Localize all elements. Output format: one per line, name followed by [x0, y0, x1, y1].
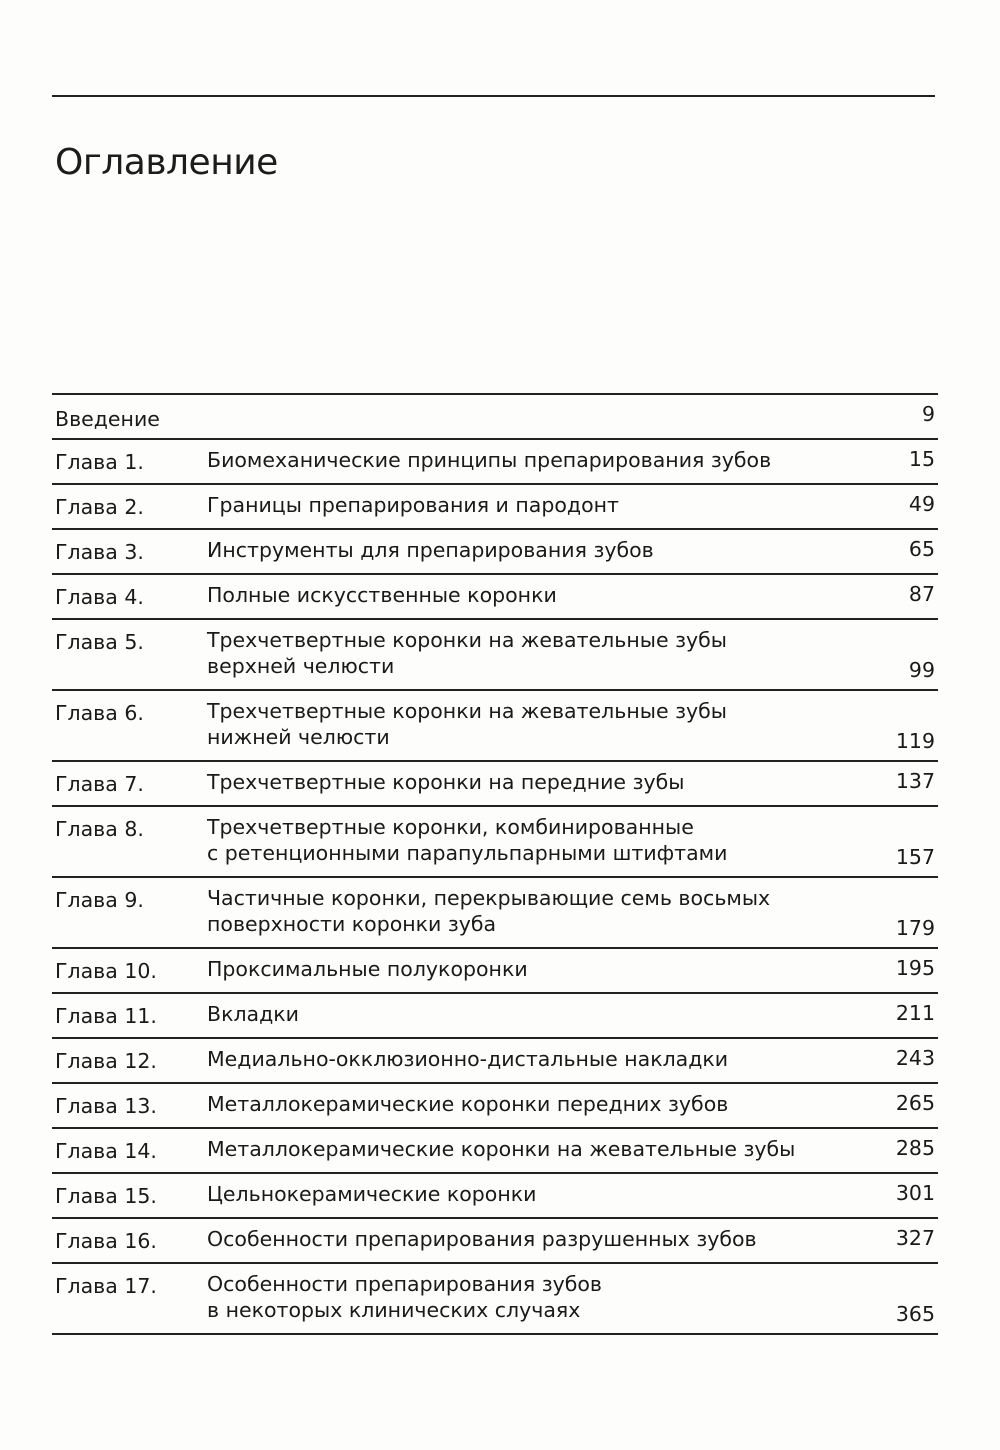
toc-page: 9: [921, 402, 935, 426]
toc-row-intro[interactable]: [52, 395, 938, 440]
toc-row[interactable]: [52, 1129, 938, 1174]
toc-row[interactable]: [52, 994, 938, 1039]
toc-page: 137: [895, 769, 935, 793]
toc-row[interactable]: [52, 440, 938, 485]
toc-row[interactable]: [52, 949, 938, 994]
toc-row[interactable]: [52, 1039, 938, 1084]
toc-page: 49: [908, 492, 935, 516]
toc-label: Глава 2.: [55, 495, 144, 519]
toc-page: 211: [895, 1001, 935, 1025]
toc-label: Глава 7.: [55, 772, 144, 796]
toc-page: 285: [895, 1136, 935, 1160]
toc-title: Металлокерамические коронки на жевательные зубы: [207, 1137, 796, 1161]
toc-row[interactable]: [52, 620, 938, 691]
toc-title: Металлокерамические коронки передних зубов: [207, 1092, 729, 1116]
toc-label: Глава 8.: [55, 817, 144, 841]
toc-title: Полные искусственные коронки: [207, 583, 557, 607]
toc-page: 157: [895, 845, 935, 869]
toc-label: Введение: [55, 407, 160, 431]
toc-page: 99: [908, 658, 935, 682]
toc-title: Вкладки: [207, 1002, 299, 1026]
toc-title: Проксимальные полукоронки: [207, 957, 528, 981]
toc-title: Медиально-окклюзионно-дистальные накладки: [207, 1047, 729, 1071]
toc-label: Глава 14.: [55, 1139, 157, 1163]
toc-title: Трехчетвертные коронки, комбинированные с ретенционными парапульпарными штифтами: [207, 815, 728, 865]
toc-label: Глава 15.: [55, 1184, 157, 1208]
toc-title: Границы препарирования и пародонт: [207, 493, 619, 517]
toc-label: Глава 4.: [55, 585, 144, 609]
toc-label: Глава 3.: [55, 540, 144, 564]
toc-page: 119: [895, 729, 935, 753]
toc-row[interactable]: [52, 575, 938, 620]
toc-label: Глава 1.: [55, 450, 144, 474]
toc-page: 243: [895, 1046, 935, 1070]
toc-label: Глава 17.: [55, 1274, 157, 1298]
toc-label: Глава 10.: [55, 959, 157, 983]
toc-title: Трехчетвертные коронки на жевательные зубы нижней челюсти: [207, 699, 727, 749]
toc-row[interactable]: [52, 530, 938, 575]
toc-label: Глава 13.: [55, 1094, 157, 1118]
toc-page: 301: [895, 1181, 935, 1205]
toc-label: Глава 6.: [55, 701, 144, 725]
toc-title: Частичные коронки, перекрывающие семь восьмых поверхности коронки зуба: [207, 886, 771, 936]
toc-page: 265: [895, 1091, 935, 1115]
toc-row[interactable]: [52, 1174, 938, 1219]
toc-title: Особенности препарирования зубов в некоторых клинических случаях: [207, 1272, 603, 1322]
toc-page: 15: [908, 447, 935, 471]
toc-title: Инструменты для препарирования зубов: [207, 538, 654, 562]
page-title: Оглавление: [55, 142, 278, 184]
toc-row[interactable]: [52, 878, 938, 949]
toc-page: 179: [895, 916, 935, 940]
toc-page: 365: [895, 1302, 935, 1326]
toc-title: Цельнокерамические коронки: [207, 1182, 537, 1206]
toc-label: Глава 12.: [55, 1049, 157, 1073]
toc-row[interactable]: [52, 1264, 938, 1335]
table-of-contents: [52, 393, 938, 1335]
toc-title: Особенности препарирования разрушенных зубов: [207, 1227, 757, 1251]
toc-row[interactable]: [52, 1084, 938, 1129]
toc-label: Глава 5.: [55, 630, 144, 654]
toc-row[interactable]: [52, 691, 938, 762]
toc-label: Глава 16.: [55, 1229, 157, 1253]
toc-page: 327: [895, 1226, 935, 1250]
toc-row[interactable]: [52, 1219, 938, 1264]
toc-page: 195: [895, 956, 935, 980]
toc-row[interactable]: [52, 485, 938, 530]
toc-label: Глава 11.: [55, 1004, 157, 1028]
toc-title: Трехчетвертные коронки на передние зубы: [207, 770, 685, 794]
toc-page: 87: [908, 582, 935, 606]
top-rule: [52, 95, 935, 97]
toc-page: 65: [908, 537, 935, 561]
toc-row[interactable]: [52, 762, 938, 807]
toc-row[interactable]: [52, 807, 938, 878]
toc-title: Трехчетвертные коронки на жевательные зубы верхней челюсти: [207, 628, 727, 678]
toc-title: Биомеханические принципы препарирования зубов: [207, 448, 772, 472]
toc-label: Глава 9.: [55, 888, 144, 912]
